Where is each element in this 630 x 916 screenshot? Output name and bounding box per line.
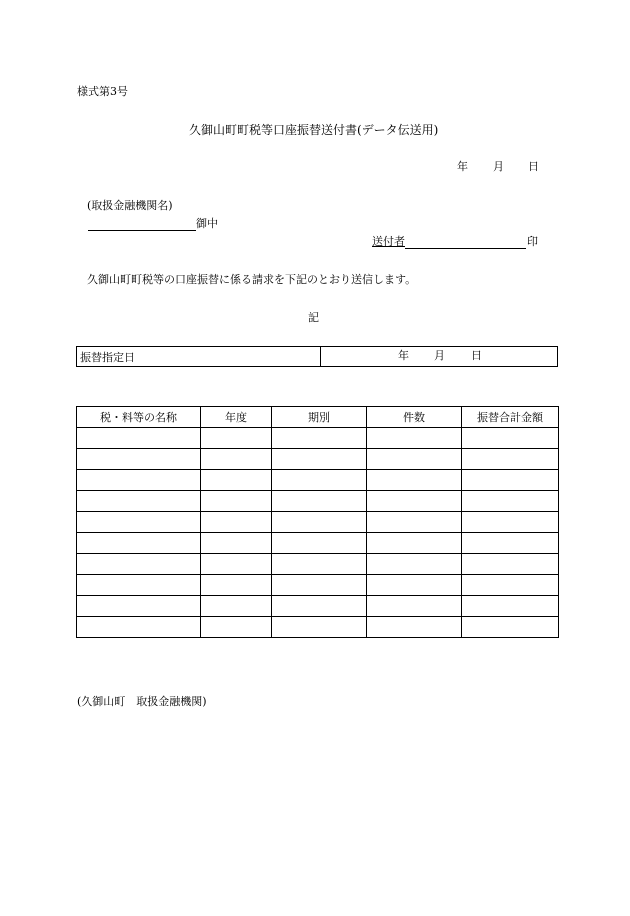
- table-cell: [77, 491, 201, 512]
- table-row: [77, 554, 559, 575]
- table-cell: [272, 596, 367, 617]
- table-cell: [462, 428, 559, 449]
- header-period: 期別: [272, 407, 367, 428]
- table-cell: [77, 428, 201, 449]
- table-row: [77, 470, 559, 491]
- summary-header-row: [77, 407, 559, 428]
- table-cell: [77, 512, 201, 533]
- table-cell: [367, 491, 462, 512]
- table-cell: [272, 617, 367, 638]
- transfer-date-day: 日: [471, 349, 482, 362]
- table-cell: [272, 491, 367, 512]
- table-cell: [77, 449, 201, 470]
- footer-note: (久御山町 取扱金融機関): [77, 695, 207, 708]
- table-cell: [367, 449, 462, 470]
- table-cell: [272, 428, 367, 449]
- addressee-label: (取扱金融機関名): [87, 199, 173, 212]
- header-tax-name: 税・料等の名称: [77, 407, 201, 428]
- table-cell: [462, 575, 559, 596]
- table-row: [77, 596, 559, 617]
- table-cell: [201, 470, 272, 491]
- table-cell: [367, 470, 462, 491]
- summary-table: [76, 406, 559, 638]
- table-cell: [367, 617, 462, 638]
- table-row: [77, 617, 559, 638]
- table-cell: [77, 533, 201, 554]
- table-cell: [462, 449, 559, 470]
- table-cell: [77, 470, 201, 491]
- table-cell: [462, 617, 559, 638]
- issue-date-year: 年: [457, 160, 468, 173]
- transfer-date-month: 月: [434, 349, 445, 362]
- table-cell: [272, 533, 367, 554]
- table-cell: [201, 575, 272, 596]
- table-cell: [462, 512, 559, 533]
- table-cell: [367, 596, 462, 617]
- table-cell: [201, 617, 272, 638]
- table-cell: [367, 428, 462, 449]
- table-cell: [462, 533, 559, 554]
- table-cell: [201, 554, 272, 575]
- table-row: [77, 491, 559, 512]
- transfer-date-value: [321, 347, 558, 367]
- table-cell: [462, 554, 559, 575]
- table-row: [77, 533, 559, 554]
- transfer-date-label: 振替指定日: [77, 347, 321, 367]
- sender-label: 送付者: [372, 235, 405, 248]
- table-cell: [201, 491, 272, 512]
- table-cell: [201, 596, 272, 617]
- issue-date-day: 日: [528, 160, 539, 173]
- table-cell: [272, 512, 367, 533]
- table-cell: [367, 554, 462, 575]
- table-row: [77, 575, 559, 596]
- sender-seal: 印: [527, 235, 538, 248]
- table-cell: [201, 512, 272, 533]
- table-cell: [201, 428, 272, 449]
- table-cell: [367, 512, 462, 533]
- table-cell: [367, 575, 462, 596]
- issue-date-month: 月: [493, 160, 504, 173]
- transfer-date-year: 年: [398, 349, 409, 362]
- transfer-date-table: [76, 346, 558, 367]
- table-cell: [272, 470, 367, 491]
- record-heading: 記: [308, 311, 319, 324]
- header-count: 件数: [367, 407, 462, 428]
- statement-text: 久御山町町税等の口座振替に係る請求を下記のとおり送信します。: [87, 273, 417, 286]
- table-cell: [77, 596, 201, 617]
- table-cell: [272, 575, 367, 596]
- document-title: 久御山町町税等口座振替送付書(データ伝送用): [189, 123, 439, 137]
- transfer-date-row: [77, 347, 558, 367]
- header-total-amount: 振替合計金額: [462, 407, 559, 428]
- table-cell: [201, 533, 272, 554]
- header-fiscal-year: 年度: [201, 407, 272, 428]
- table-cell: [367, 533, 462, 554]
- table-cell: [462, 470, 559, 491]
- table-cell: [77, 575, 201, 596]
- table-cell: [77, 617, 201, 638]
- table-cell: [462, 596, 559, 617]
- table-cell: [272, 449, 367, 470]
- table-cell: [462, 491, 559, 512]
- table-cell: [77, 554, 201, 575]
- form-number: 様式第3号: [77, 85, 128, 98]
- summary-body: [77, 428, 559, 638]
- table-row: [77, 428, 559, 449]
- table-cell: [272, 554, 367, 575]
- table-row: [77, 449, 559, 470]
- sender-name-line: [405, 248, 526, 249]
- table-row: [77, 512, 559, 533]
- addressee-honorific: 御中: [196, 217, 218, 230]
- table-cell: [201, 449, 272, 470]
- addressee-name-line: [88, 230, 196, 231]
